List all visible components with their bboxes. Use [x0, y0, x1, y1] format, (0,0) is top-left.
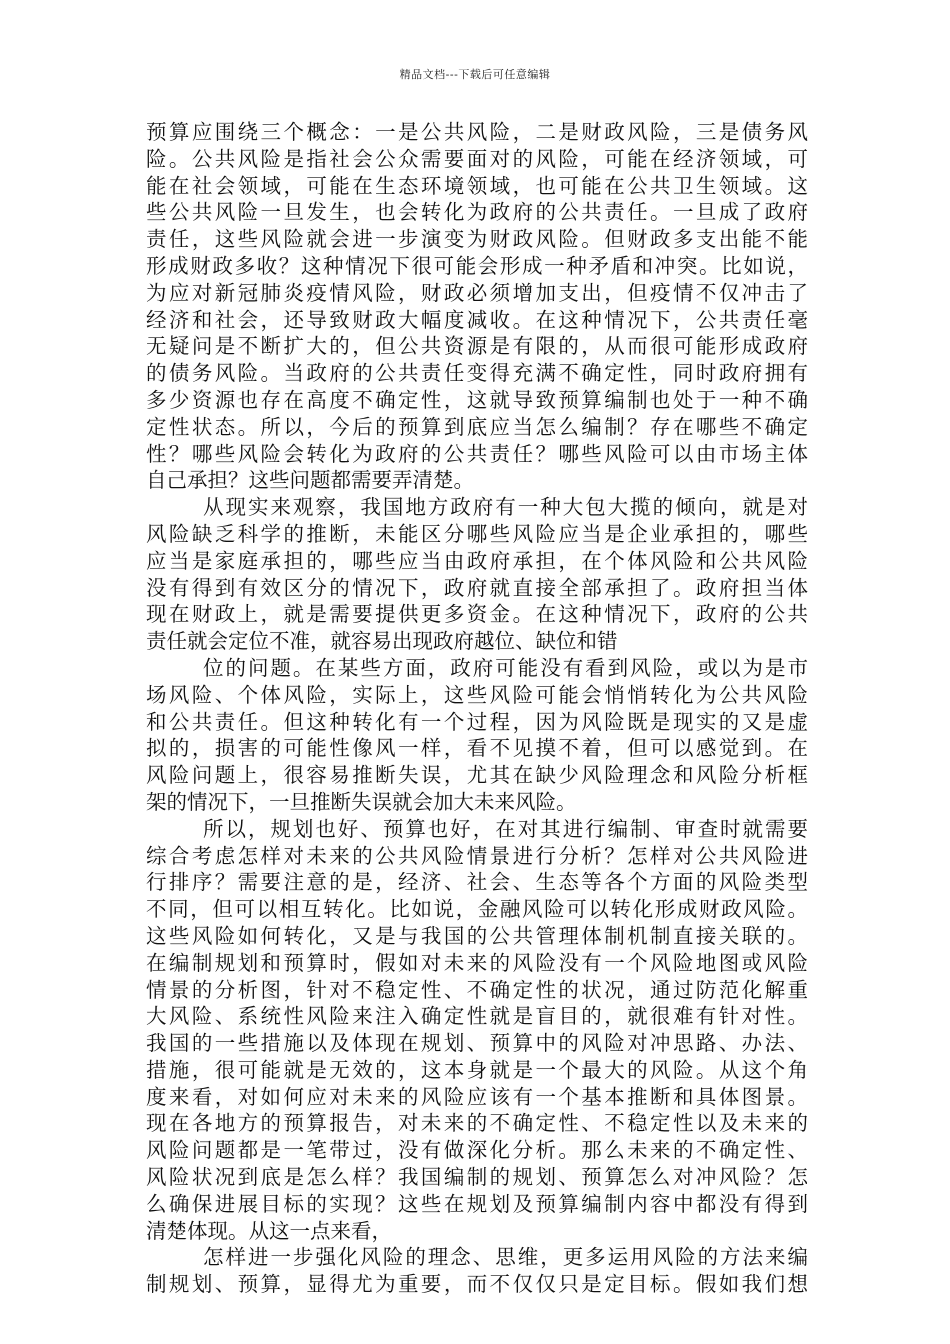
text-line: 清楚体现。从这一点来看， [146, 1218, 392, 1243]
text-line: 综合考虑怎样对未来的公共风险情景进行分析？怎样对公共风险进 [146, 843, 808, 868]
text-line: 现在各地方的预算报告，对未来的不确定性、不稳定性以及未来的 [146, 1111, 808, 1136]
text-line: 大风险、系统性风险来注入确定性就是盲目的，就很难有针对性。 [146, 1004, 808, 1029]
text-line: 险。公共风险是指社会公众需要面对的风险，可能在经济领域，可 [146, 146, 808, 171]
page-header: 精品文档---下载后可任意编辑 [399, 68, 551, 81]
text-line: 措施，很可能就是无效的，这本身就是一个最大的风险。从这个角 [146, 1057, 808, 1082]
text-line: 责任就会定位不准，就容易出现政府越位、缺位和错 [146, 629, 618, 654]
text-line: 不同，但可以相互转化。比如说，金融风险可以转化形成财政风险。 [146, 897, 808, 922]
text-line: 应当是家庭承担的，哪些应当由政府承担，在个体风险和公共风险 [146, 548, 808, 573]
document-body [146, 119, 808, 1298]
text-line: 无疑问是不断扩大的，但公共资源是有限的，从而很可能形成政府 [146, 334, 808, 359]
text-line: 我国的一些措施以及体现在规划、预算中的风险对冲思路、办法、 [146, 1031, 808, 1056]
text-line: 现在财政上，就是需要提供更多资金。在这种情况下，政府的公共 [146, 602, 808, 627]
text-line: 从现实来观察，我国地方政府有一种大包大揽的倾向，就是对 [203, 495, 808, 520]
text-line: 风险缺乏科学的推断，未能区分哪些风险应当是企业承担的，哪些 [146, 521, 808, 546]
text-line: 性？哪些风险会转化为政府的公共责任？哪些风险可以由市场主体 [146, 441, 808, 466]
text-line: 预算应围绕三个概念：一是公共风险，二是财政风险，三是债务风 [146, 120, 808, 144]
text-line: 在编制规划和预算时，假如对未来的风险没有一个风险地图或风险 [146, 950, 808, 975]
text-line: 情景的分析图，针对不稳定性、不确定性的状况，通过防范化解重 [146, 977, 808, 1002]
text-line: 这些风险如何转化，又是与我国的公共管理体制机制直接关联的。 [146, 923, 808, 948]
text-line: 度来看，对如何应对未来的风险应该有一个基本推断和具体图景。 [146, 1084, 808, 1109]
text-line: 经济和社会，还导致财政大幅度减收。在这种情况下，公共责任毫 [146, 307, 808, 332]
text-line: 所以，规划也好、预算也好，在对其进行编制、审查时就需要 [203, 816, 808, 841]
text-line: 风险问题都是一笔带过，没有做深化分析。那么未来的不确定性、 [146, 1138, 808, 1163]
text-line: 形成财政多收？这种情况下很可能会形成一种矛盾和冲突。比如说， [146, 253, 808, 278]
text-line: 位的问题。在某些方面，政府可能没有看到风险，或以为是市 [203, 655, 808, 680]
text-line: 风险问题上，很容易推断失误，尤其在缺少风险理念和风险分析框 [146, 763, 808, 788]
text-line: 为应对新冠肺炎疫情风险，财政必须增加支出，但疫情不仅冲击了 [146, 280, 808, 305]
text-line: 架的情况下，一旦推断失误就会加大未来风险。 [146, 789, 577, 814]
text-line: 和公共责任。但这种转化有一个过程，因为风险既是现实的又是虚 [146, 709, 808, 734]
text-line: 自己承担？这些问题都需要弄清楚。 [146, 468, 474, 493]
text-line: 怎样进一步强化风险的理念、思维，更多运用风险的方法来编 [203, 1245, 808, 1270]
text-line: 行排序？需要注意的是，经济、社会、生态等各个方面的风险类型 [146, 870, 808, 895]
text-line: 么确保进展目标的实现？这些在规划及预算编制内容中都没有得到 [146, 1191, 808, 1216]
text-line: 制规划、预算，显得尤为重要，而不仅仅只是定目标。假如我们想 [146, 1272, 808, 1297]
text-line: 拟的，损害的可能性像风一样，看不见摸不着，但可以感觉到。在 [146, 736, 808, 761]
text-line: 的债务风险。当政府的公共责任变得充满不确定性，同时政府拥有 [146, 361, 808, 386]
text-line: 风险状况到底是怎么样？我国编制的规划、预算怎么对冲风险？怎 [146, 1165, 808, 1190]
text-line: 场风险、个体风险，实际上，这些风险可能会悄悄转化为公共风险 [146, 682, 808, 707]
text-line: 多少资源也存在高度不确定性，这就导致预算编制也处于一种不确 [146, 387, 808, 412]
text-line: 些公共风险一旦发生，也会转化为政府的公共责任。一旦成了政府 [146, 200, 808, 225]
text-line: 定性状态。所以，今后的预算到底应当怎么编制？存在哪些不确定 [146, 414, 808, 439]
text-line: 没有得到有效区分的情况下，政府就直接全部承担了。政府担当体 [146, 575, 808, 600]
text-line: 责任，这些风险就会进一步演变为财政风险。但财政多支出能不能 [146, 227, 808, 252]
text-line: 能在社会领域，可能在生态环境领域，也可能在公共卫生领域。这 [146, 173, 808, 198]
